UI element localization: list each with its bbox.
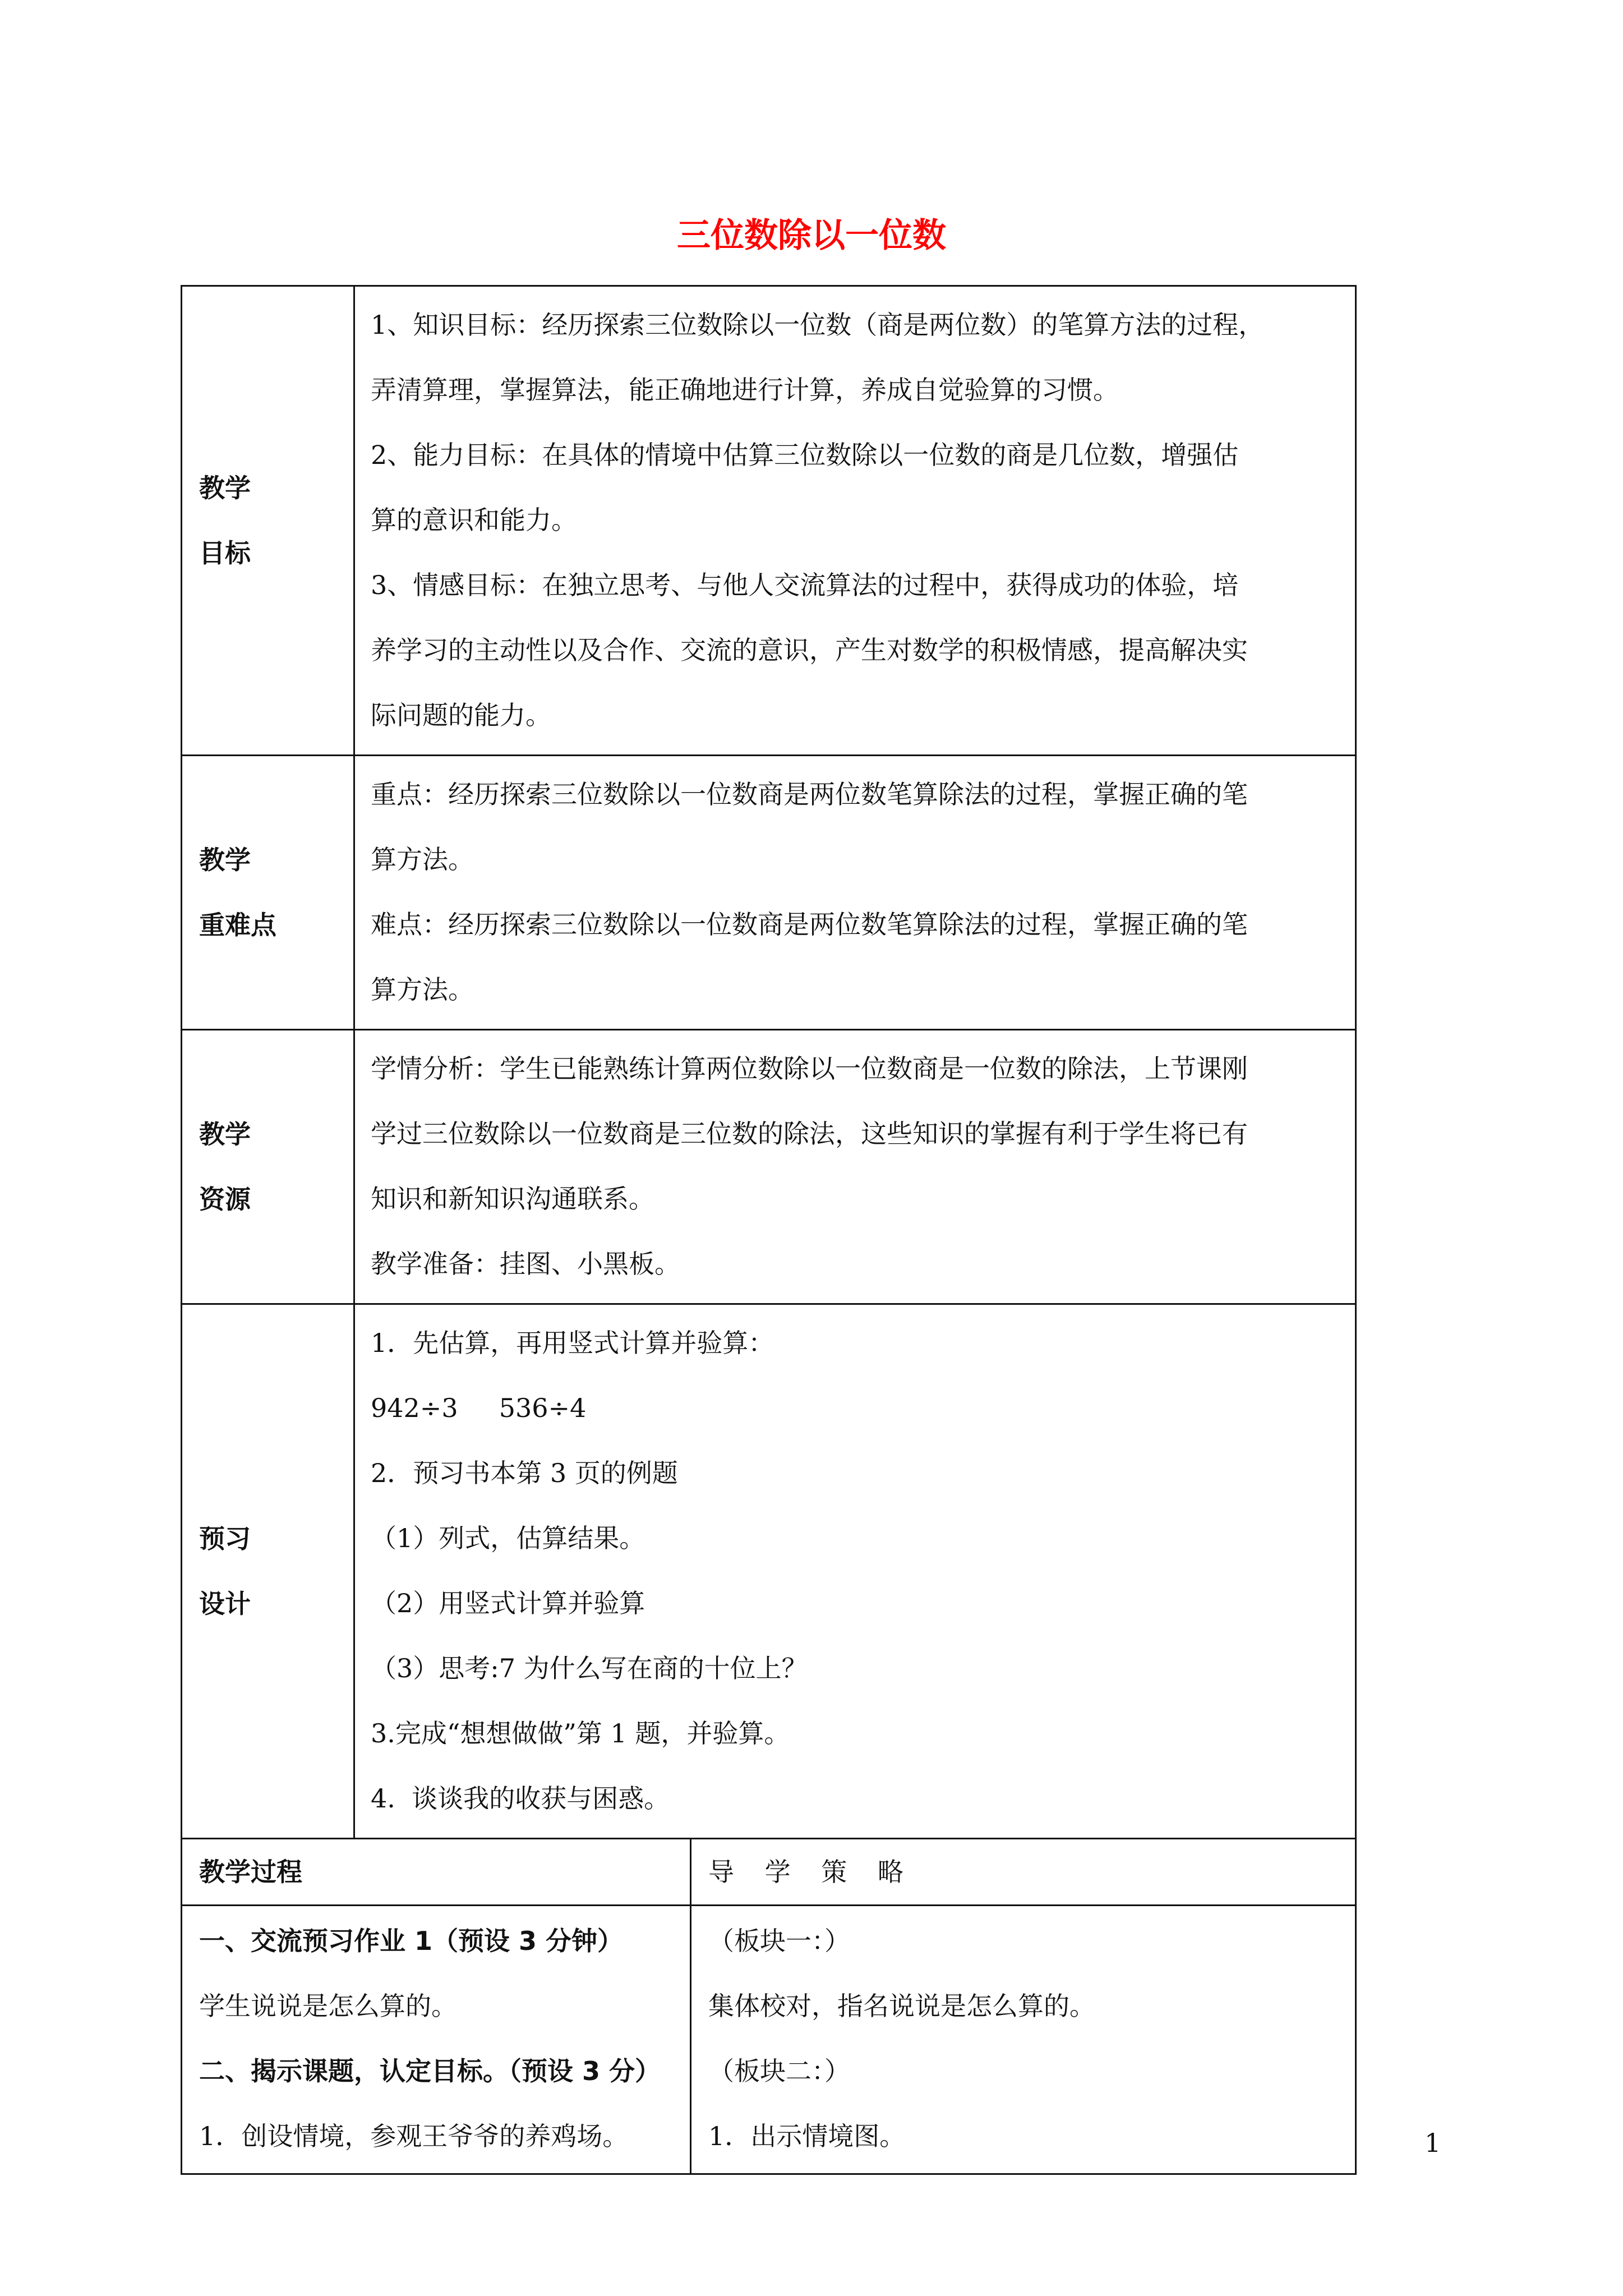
preview-line: 3.完成“想想做做”第 1 题，并验算。	[371, 1718, 790, 1749]
goals-line: 1、知识目标：经历探索三位数除以一位数（商是两位数）的笔算方法的过程，	[371, 310, 1265, 340]
goals-label: 教学 目标	[182, 286, 354, 756]
preview-row	[182, 1304, 1356, 1839]
resources-line: 知识和新知识沟通联系。	[371, 1184, 654, 1214]
keypoints-line: 重点：经历探索三位数除以一位数商是两位数笔算除法的过程，掌握正确的笔	[371, 779, 1248, 809]
preview-line: 2．预习书本第 3 页的例题	[371, 1458, 678, 1488]
goals-line: 际问题的能力。	[371, 700, 551, 730]
preview-line: 1．先估算，再用竖式计算并验算：	[371, 1328, 774, 1358]
process-step-heading: 一、交流预习作业 1（预设 3 分钟）	[199, 1926, 624, 1956]
strategy-line: （板块二：）	[708, 2056, 850, 2086]
process-step-text: 1．创设情境，参观王爷爷的养鸡场。	[199, 2121, 629, 2151]
goals-line: 养学习的主动性以及合作、交流的意识，产生对数学的积极情感，提高解决实	[371, 635, 1248, 665]
preview-line: （2）用竖式计算并验算	[371, 1588, 645, 1618]
keypoints-line: 算方法。	[371, 974, 474, 1005]
keypoints-line: 难点：经历探索三位数除以一位数商是两位数笔算除法的过程，掌握正确的笔	[371, 909, 1248, 940]
resources-label: 教学 资源	[182, 1030, 354, 1304]
preview-line: 4. 谈谈我的收获与困惑。	[371, 1783, 670, 1814]
goals-content	[354, 286, 1356, 756]
process-header-row	[182, 1839, 1356, 1906]
process-header-left: 教学过程	[182, 1839, 691, 1906]
preview-line: （3）思考:7 为什么写在商的十位上？	[371, 1653, 808, 1683]
goals-line: 算的意识和能力。	[371, 505, 577, 535]
process-step-heading: 二、揭示课题，认定目标。（预设 3 分）	[199, 2056, 661, 2086]
preview-content	[354, 1304, 1356, 1839]
goals-line: 3、情感目标：在独立思考、与他人交流算法的过程中，获得成功的体验，培	[371, 570, 1239, 600]
keypoints-content	[354, 756, 1356, 1030]
resources-line: 教学准备：挂图、小黑板。	[371, 1249, 680, 1279]
keypoints-line: 算方法。	[371, 844, 474, 875]
preview-label: 预习 设计	[182, 1304, 354, 1839]
preview-line: （1）列式，估算结果。	[371, 1523, 645, 1553]
resources-line: 学过三位数除以一位数商是三位数的除法，这些知识的掌握有利于学生将已有	[371, 1119, 1248, 1149]
page-title: 三位数除以一位数	[677, 216, 946, 255]
goals-row	[182, 286, 1356, 756]
resources-content	[354, 1030, 1356, 1304]
strategy-line: 1．出示情境图。	[708, 2121, 906, 2151]
goals-line: 2、能力目标：在具体的情境中估算三位数除以一位数的商是几位数，增强估	[371, 440, 1239, 470]
strategy-line: （板块一：）	[708, 1926, 850, 1956]
process-step-text: 学生说说是怎么算的。	[199, 1991, 457, 2021]
resources-line: 学情分析：学生已能熟练计算两位数除以一位数商是一位数的除法，上节课刚	[371, 1053, 1248, 1084]
process-right-cell	[691, 1906, 1356, 2174]
page-number: 1	[1424, 2128, 1441, 2158]
preview-line: 942÷3 536÷4	[371, 1393, 587, 1423]
keypoints-row	[182, 756, 1356, 1030]
process-body-row	[182, 1906, 1356, 2174]
resources-row	[182, 1030, 1356, 1304]
lesson-plan-table	[181, 285, 1357, 2175]
goals-line: 弄清算理，掌握算法，能正确地进行计算，养成自觉验算的习惯。	[371, 375, 1119, 405]
process-left-cell	[182, 1906, 691, 2174]
process-header-right: 导 学 策 略	[691, 1839, 1356, 1906]
keypoints-label: 教学 重难点	[182, 756, 354, 1030]
strategy-line: 集体校对，指名说说是怎么算的。	[708, 1991, 1095, 2021]
